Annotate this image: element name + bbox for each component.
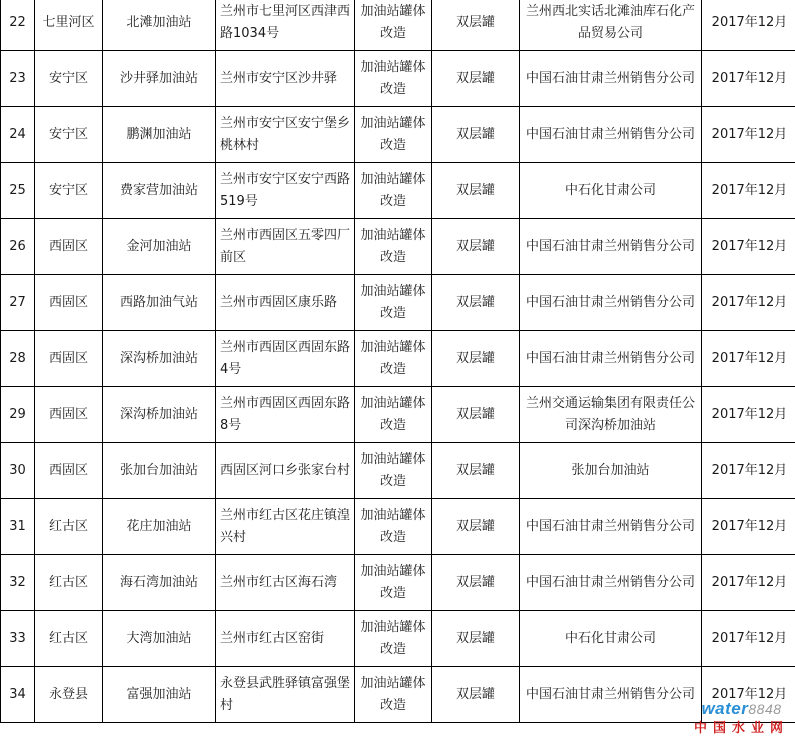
district-cell: 西固区 (35, 275, 103, 331)
completion-date-cell: 2017年12月 (702, 499, 795, 555)
completion-date-cell: 2017年12月 (702, 219, 795, 275)
station-name-cell: 富强加油站 (103, 667, 216, 723)
company-cell: 兰州交通运输集团有限责任公司深沟桥加油站 (520, 387, 702, 443)
row-number-cell: 25 (1, 163, 35, 219)
project-type-cell: 加油站罐体改造 (355, 499, 432, 555)
district-cell: 红古区 (35, 499, 103, 555)
address-cell: 兰州市七里河区西津西路1034号 (216, 0, 355, 51)
tank-type-cell: 双层罐 (432, 331, 520, 387)
project-type-cell: 加油站罐体改造 (355, 331, 432, 387)
project-type-cell: 加油站罐体改造 (355, 107, 432, 163)
tank-type-cell: 双层罐 (432, 163, 520, 219)
station-name-cell: 北滩加油站 (103, 0, 216, 51)
district-cell: 西固区 (35, 219, 103, 275)
row-number-cell: 32 (1, 555, 35, 611)
station-name-cell: 张加台加油站 (103, 443, 216, 499)
tank-type-cell: 双层罐 (432, 443, 520, 499)
address-cell: 兰州市安宁区安宁西路519号 (216, 163, 355, 219)
completion-date-cell: 2017年12月 (702, 51, 795, 107)
project-type-cell: 加油站罐体改造 (355, 51, 432, 107)
station-name-cell: 深沟桥加油站 (103, 387, 216, 443)
project-type-cell: 加油站罐体改造 (355, 387, 432, 443)
tank-type-cell: 双层罐 (432, 219, 520, 275)
project-type-cell: 加油站罐体改造 (355, 219, 432, 275)
district-cell: 安宁区 (35, 163, 103, 219)
address-cell: 兰州市西固区五零四厂前区 (216, 219, 355, 275)
project-type-cell: 加油站罐体改造 (355, 555, 432, 611)
table-row (1, 331, 795, 387)
station-name-cell: 金河加油站 (103, 219, 216, 275)
company-cell: 中国石油甘肃兰州销售分公司 (520, 219, 702, 275)
company-cell: 中国石油甘肃兰州销售分公司 (520, 499, 702, 555)
company-cell: 中国石油甘肃兰州销售分公司 (520, 555, 702, 611)
project-type-cell: 加油站罐体改造 (355, 667, 432, 723)
row-number-cell: 24 (1, 107, 35, 163)
completion-date-cell: 2017年12月 (702, 611, 795, 667)
company-cell: 中国石油甘肃兰州销售分公司 (520, 275, 702, 331)
row-number-cell: 23 (1, 51, 35, 107)
completion-date-cell: 2017年12月 (702, 555, 795, 611)
table-row (1, 275, 795, 331)
tank-type-cell: 双层罐 (432, 387, 520, 443)
station-name-cell: 海石湾加油站 (103, 555, 216, 611)
tank-type-cell: 双层罐 (432, 0, 520, 51)
row-number-cell: 22 (1, 0, 35, 51)
watermark-number: 8848 (748, 701, 782, 717)
watermark-site-name: 中国水业网 (693, 721, 789, 736)
tank-type-cell: 双层罐 (432, 555, 520, 611)
address-cell: 兰州市西固区西固东路4号 (216, 331, 355, 387)
watermark-logo (694, 699, 789, 736)
completion-date-cell: 2017年12月 (702, 331, 795, 387)
watermark-brand: water (701, 699, 749, 718)
table-row (1, 443, 795, 499)
tank-type-cell: 双层罐 (432, 275, 520, 331)
project-type-cell: 加油站罐体改造 (355, 0, 432, 51)
row-number-cell: 31 (1, 499, 35, 555)
company-cell: 中国石油甘肃兰州销售分公司 (520, 107, 702, 163)
district-cell: 红古区 (35, 555, 103, 611)
table-body (1, 0, 795, 723)
station-name-cell: 大湾加油站 (103, 611, 216, 667)
company-cell: 中石化甘肃公司 (520, 163, 702, 219)
company-cell: 中石化甘肃公司 (520, 611, 702, 667)
completion-date-cell: 2017年12月 (702, 163, 795, 219)
table-row (1, 107, 795, 163)
completion-date-cell: 2017年12月 (702, 107, 795, 163)
row-number-cell: 34 (1, 667, 35, 723)
completion-date-cell: 2017年12月 (702, 667, 795, 723)
row-number-cell: 30 (1, 443, 35, 499)
address-cell: 西固区河口乡张家台村 (216, 443, 355, 499)
row-number-cell: 28 (1, 331, 35, 387)
completion-date-cell: 2017年12月 (702, 443, 795, 499)
company-cell: 兰州西北实话北滩油库石化产品贸易公司 (520, 0, 702, 51)
district-cell: 永登县 (35, 667, 103, 723)
tank-type-cell: 双层罐 (432, 499, 520, 555)
station-name-cell: 鹏渊加油站 (103, 107, 216, 163)
row-number-cell: 26 (1, 219, 35, 275)
table-row (1, 163, 795, 219)
completion-date-cell: 2017年12月 (702, 387, 795, 443)
completion-date-cell: 2017年12月 (702, 275, 795, 331)
address-cell: 兰州市红古区海石湾 (216, 555, 355, 611)
project-type-cell: 加油站罐体改造 (355, 275, 432, 331)
table-row (1, 387, 795, 443)
address-cell: 兰州市西固区西固东路8号 (216, 387, 355, 443)
row-number-cell: 29 (1, 387, 35, 443)
table-row (1, 499, 795, 555)
district-cell: 西固区 (35, 331, 103, 387)
completion-date-cell: 2017年12月 (702, 0, 795, 51)
district-cell: 西固区 (35, 443, 103, 499)
company-cell: 中国石油甘肃兰州销售分公司 (520, 331, 702, 387)
tank-type-cell: 双层罐 (432, 107, 520, 163)
station-name-cell: 费家营加油站 (103, 163, 216, 219)
address-cell: 永登县武胜驿镇富强堡村 (216, 667, 355, 723)
row-number-cell: 27 (1, 275, 35, 331)
district-cell: 西固区 (35, 387, 103, 443)
tank-type-cell: 双层罐 (432, 51, 520, 107)
table-row (1, 0, 795, 51)
table-row (1, 51, 795, 107)
project-type-cell: 加油站罐体改造 (355, 443, 432, 499)
address-cell: 兰州市安宁区安宁堡乡桃林村 (216, 107, 355, 163)
table-row (1, 667, 795, 723)
address-cell: 兰州市红古区花庄镇湟兴村 (216, 499, 355, 555)
station-name-cell: 西路加油气站 (103, 275, 216, 331)
project-type-cell: 加油站罐体改造 (355, 611, 432, 667)
company-cell: 中国石油甘肃兰州销售分公司 (520, 51, 702, 107)
district-cell: 红古区 (35, 611, 103, 667)
table-row (1, 611, 795, 667)
table-row (1, 219, 795, 275)
tank-type-cell: 双层罐 (432, 611, 520, 667)
district-cell: 安宁区 (35, 107, 103, 163)
row-number-cell: 33 (1, 611, 35, 667)
address-cell: 兰州市西固区康乐路 (216, 275, 355, 331)
tank-type-cell: 双层罐 (432, 667, 520, 723)
district-cell: 安宁区 (35, 51, 103, 107)
station-name-cell: 花庄加油站 (103, 499, 216, 555)
district-cell: 七里河区 (35, 0, 103, 51)
station-name-cell: 沙井驿加油站 (103, 51, 216, 107)
project-type-cell: 加油站罐体改造 (355, 163, 432, 219)
company-cell: 张加台加油站 (520, 443, 702, 499)
company-cell: 中国石油甘肃兰州销售分公司 (520, 667, 702, 723)
table-row (1, 555, 795, 611)
address-cell: 兰州市红古区窑街 (216, 611, 355, 667)
station-name-cell: 深沟桥加油站 (103, 331, 216, 387)
address-cell: 兰州市安宁区沙井驿 (216, 51, 355, 107)
